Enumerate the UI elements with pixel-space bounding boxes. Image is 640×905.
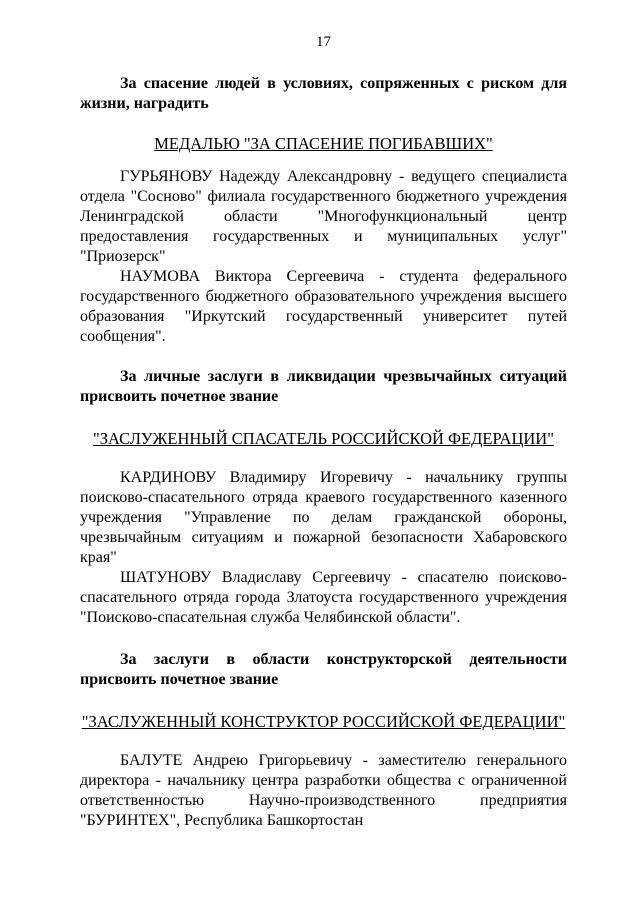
section-2-intro: За личные заслуги в ликвидации чрезвычайных ситуаций присвоить почетное звание: [80, 368, 567, 405]
section-1-intro: За спасение людей в условиях, сопряженных с риском для жизни, наградить: [80, 75, 567, 112]
section-3-award-title: "ЗАСЛУЖЕННЫЙ КОНСТРУКТОР РОССИЙСКОЙ ФЕДЕРАЦИИ": [81, 712, 566, 731]
section-3-intro: За заслуги в области конструкторской деятельности присвоить почетное звание: [80, 651, 567, 688]
section-2-entry-1: КАРДИНОВУ Владимиру Игоревичу - начальнику группы поисково-спасательного отряда краевого государственного казенного учреждения "Управление по делам гражданской обороны, чрезвычайным ситуациям и пожарной безопасности Хабаровского края": [80, 469, 567, 566]
section-2-entry-2: ШАТУНОВУ Владиславу Сергеевичу - спасателю поисково-спасательного отряда города Златоуста государственного учреждения "Поисково-спасательная служба Челябинской области".: [80, 569, 567, 626]
section-3-entry-1: БАЛУТЕ Андрею Григорьевичу - заместителю генерального директора - начальнику центра разработки общества с ограниченной ответственностью Научно-производственного предприятия "БУРИНТЕХ", Республика Башкортостан: [80, 752, 567, 829]
section-1-award-title: МЕДАЛЬЮ "ЗА СПАСЕНИЕ ПОГИБАВШИХ": [154, 134, 493, 153]
section-2-award-title: "ЗАСЛУЖЕННЫЙ СПАСАТЕЛЬ РОССИЙСКОЙ ФЕДЕРАЦИИ": [93, 429, 554, 448]
document-page: [80, 32, 567, 831]
section-1-entry-1: ГУРЬЯНОВУ Надежду Александровну - ведущего специалиста отдела "Сосново" филиала государственного бюджетного учреждения Ленинградской области "Многофункциональный центр предоставления государственных и муниципальных услуг" "Приозерск": [80, 168, 567, 265]
page-number: 17: [316, 34, 331, 50]
section-1-entry-2: НАУМОВА Виктора Сергеевича - студента федерального государственного бюджетного образовательного учреждения высшего образования "Иркутский государственный университет путей сообщения".: [80, 268, 567, 345]
